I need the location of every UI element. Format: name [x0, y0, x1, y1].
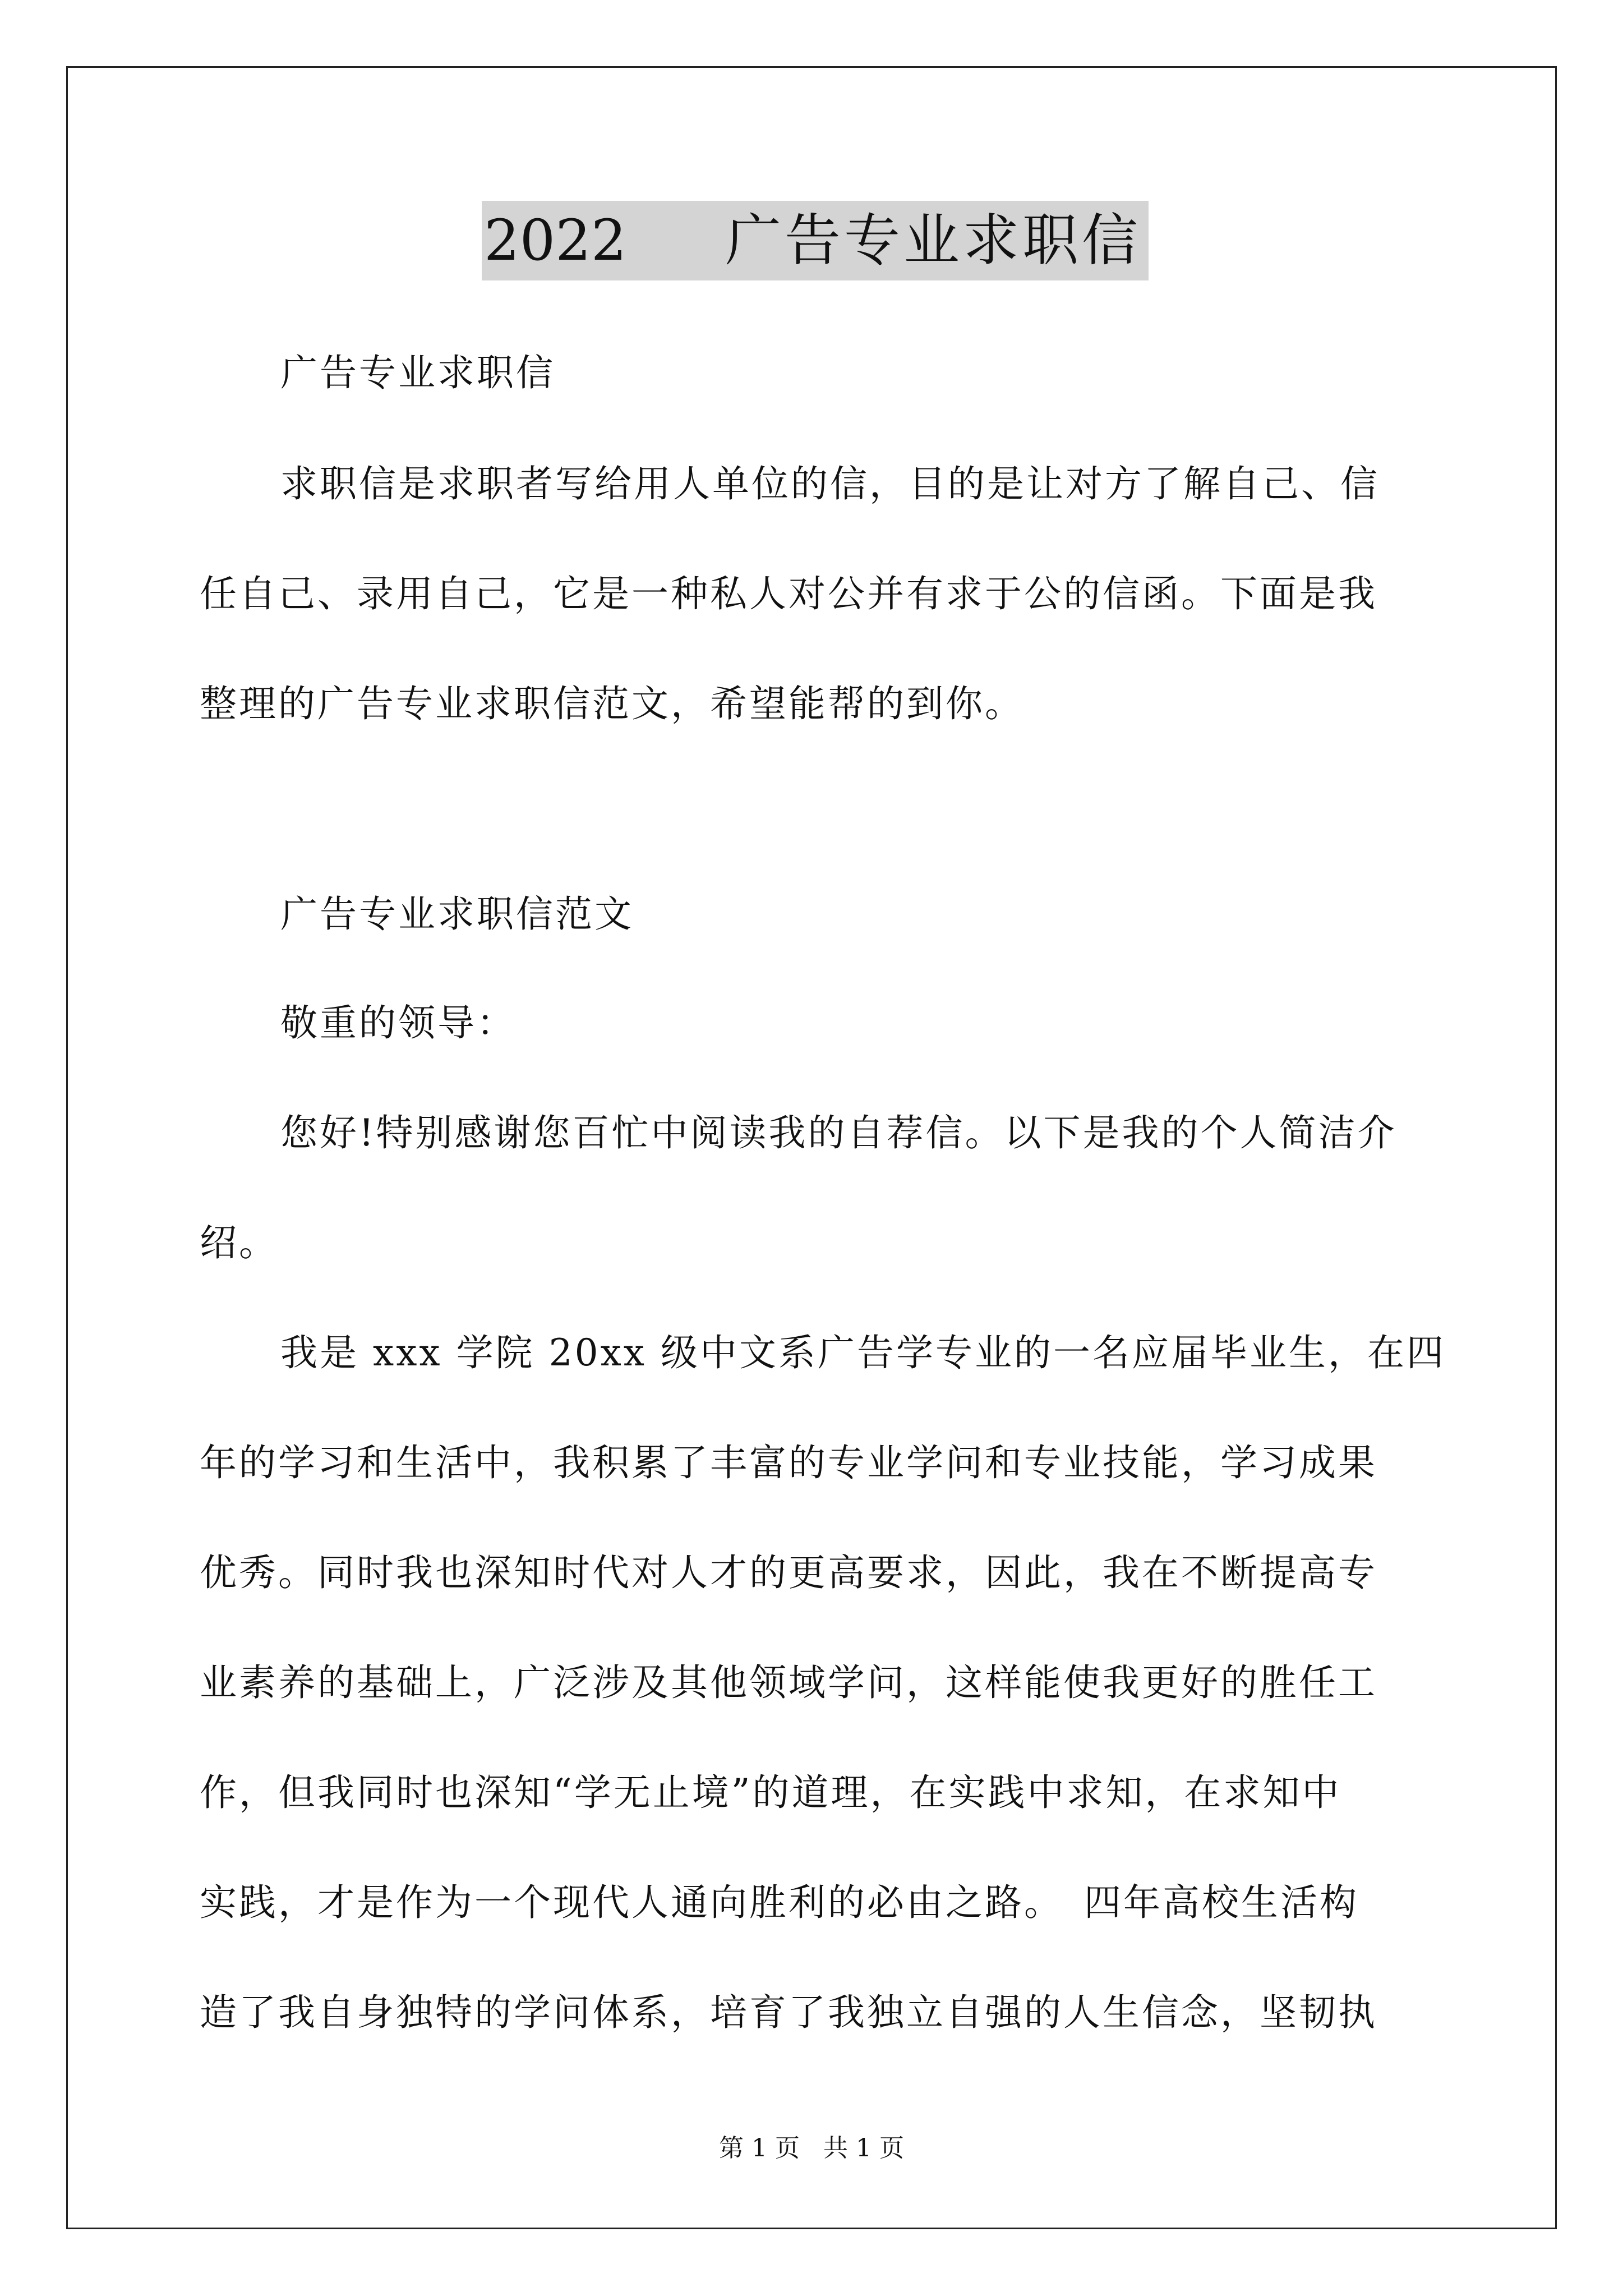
subtitle: 广告专业求职信	[280, 351, 555, 394]
paragraph-line: 实践，才是作为一个现代人通向胜利的必由之路。 四年高校生活构	[200, 1881, 1359, 1924]
document-title	[482, 201, 1149, 280]
salutation: 敬重的领导：	[280, 1001, 516, 1045]
paragraph-line: 年的学习和生活中，我积累了丰富的专业学问和专业技能，学习成果	[200, 1441, 1377, 1484]
page-footer: 第 1 页 共 1 页	[719, 2134, 904, 2162]
paragraph-line: 您好!特别感谢您百忙中阅读我的自荐信。以下是我的个人简洁介	[280, 1111, 1397, 1154]
paragraph-line: 造了我自身独特的学问体系，培育了我独立自强的人生信念，坚韧执	[200, 1991, 1377, 2034]
paragraph-line: 优秀。同时我也深知时代对人才的更高要求，因此，我在不断提高专	[200, 1551, 1377, 1594]
paragraph-line: 求职信是求职者写给用人单位的信，目的是让对方了解自己、信	[280, 462, 1380, 505]
paragraph-line: 业素养的基础上，广泛涉及其他领域学问，这样能使我更好的胜任工	[200, 1661, 1377, 1704]
paragraph-line: 任自己、录用自己，它是一种私人对公并有求于公的信函。下面是我	[200, 572, 1377, 615]
paragraph-line: 绍。	[200, 1221, 278, 1264]
title-year: 2022	[484, 208, 627, 273]
paragraph-line: 我是 xxx 学院 20xx 级中文系广告学专业的一名应届毕业生，在四	[280, 1331, 1446, 1374]
title-text: 广告专业求职信	[725, 208, 1141, 273]
paragraph-line: 整理的广告专业求职信范文，希望能帮的到你。	[200, 682, 1024, 725]
section-heading: 广告专业求职信范文	[280, 892, 634, 936]
paragraph-line: 作，但我同时也深知“学无止境”的道理，在实践中求知，在求知中	[200, 1771, 1341, 1814]
